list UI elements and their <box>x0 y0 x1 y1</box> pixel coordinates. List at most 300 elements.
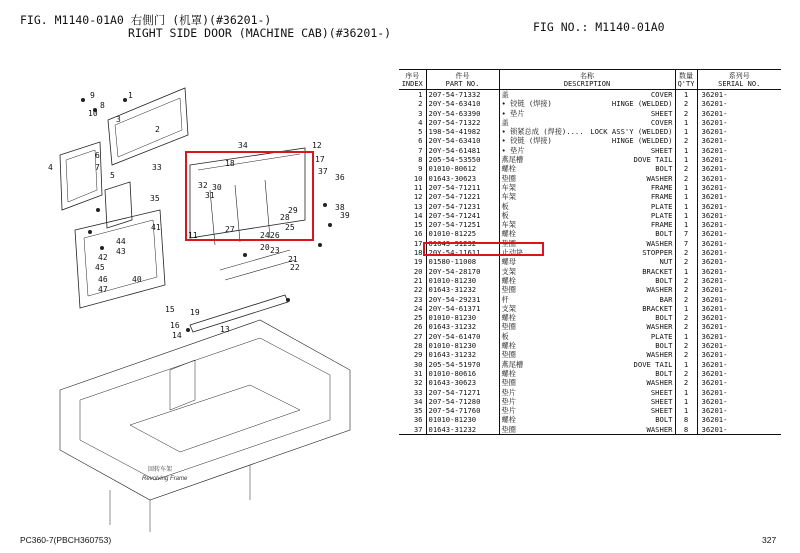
row-qty: 2 <box>675 350 697 359</box>
table-row <box>399 220 781 229</box>
row-index: 37 <box>399 425 426 435</box>
row-qty: 8 <box>675 425 697 435</box>
row-description-en: BRACKET <box>642 303 673 313</box>
row-serial: 36201- <box>701 359 728 369</box>
svg-text:13: 13 <box>220 325 230 334</box>
row-index: 17 <box>399 239 426 248</box>
row-part-no: 01643-30623 <box>426 378 499 387</box>
row-index: 1 <box>399 90 426 100</box>
row-description-cn: • 铰链 (焊接) <box>501 136 552 146</box>
svg-text:24: 24 <box>260 231 270 240</box>
table-row <box>399 109 781 118</box>
row-part-no: 01643-30623 <box>426 174 499 183</box>
frame-label-en: Revolving Frame <box>142 476 188 482</box>
row-serial: 36201- <box>701 248 728 258</box>
row-part-no: 207-54-71241 <box>426 211 499 220</box>
row-index: 11 <box>399 183 426 192</box>
col-qty: 数量 Q'TY <box>675 70 697 90</box>
row-description <box>499 229 675 238</box>
row-description <box>499 183 675 192</box>
row-qty: 1 <box>675 220 697 229</box>
row-description-cn: • 垫片 <box>501 145 525 155</box>
row-index: 25 <box>399 313 426 322</box>
table-row <box>399 369 781 378</box>
svg-text:1: 1 <box>128 91 133 100</box>
table-row <box>399 127 781 136</box>
row-qty: 1 <box>675 332 697 341</box>
row-index: 9 <box>399 164 426 173</box>
row-serial: 36201- <box>701 164 728 174</box>
svg-text:33: 33 <box>152 163 162 172</box>
row-description-cn: 盖 <box>501 90 509 99</box>
row-description-cn: 板 <box>501 201 509 211</box>
row-qty: 2 <box>675 341 697 350</box>
row-description <box>499 109 675 118</box>
row-qty: 1 <box>675 406 697 415</box>
row-description <box>499 174 675 183</box>
row-qty: 1 <box>675 155 697 164</box>
row-serial: 36201- <box>701 117 728 127</box>
row-part-no: 20Y-54-61481 <box>426 146 499 155</box>
row-description <box>499 341 675 350</box>
row-description-en: WASHER <box>646 238 673 248</box>
figure-title <box>20 14 391 40</box>
row-serial: 36201- <box>701 145 728 155</box>
row-qty: 2 <box>675 285 697 294</box>
table-row <box>399 118 781 127</box>
row-index: 26 <box>399 322 426 331</box>
row-part-no: 205-54-51970 <box>426 360 499 369</box>
row-description-cn: 车架 <box>501 192 516 202</box>
row-part-no: 20Y-54-11611 <box>426 248 499 257</box>
row-description <box>499 118 675 127</box>
row-description-cn: 垫圈 <box>501 378 516 388</box>
row-description <box>499 425 675 435</box>
row-part-no: 207-54-71760 <box>426 406 499 415</box>
row-qty: 2 <box>675 109 697 118</box>
table-row <box>399 257 781 266</box>
row-index: 13 <box>399 202 426 211</box>
row-serial: 36201- <box>701 406 728 416</box>
row-index: 35 <box>399 406 426 415</box>
row-serial: 36201- <box>701 201 728 211</box>
row-index: 21 <box>399 276 426 285</box>
row-part-no: 01010-81230 <box>426 415 499 424</box>
table-row <box>399 388 781 397</box>
row-description-cn: 板 <box>501 210 509 220</box>
row-serial: 36201- <box>701 182 728 192</box>
svg-text:7: 7 <box>95 163 100 172</box>
row-description <box>499 360 675 369</box>
row-description-en: BOLT <box>655 341 673 351</box>
svg-text:17: 17 <box>315 155 325 164</box>
row-description-en: WASHER <box>646 322 673 332</box>
table-row <box>399 211 781 220</box>
row-description-en: LOCK ASS'Y (WELDED) <box>590 127 673 137</box>
row-description-cn: 螺栓 <box>501 415 516 425</box>
row-description-cn: 螺栓 <box>501 313 516 323</box>
row-qty: 2 <box>675 257 697 266</box>
row-description-en: SHEET <box>650 406 673 416</box>
table-row <box>399 229 781 238</box>
svg-text:46: 46 <box>98 275 108 284</box>
svg-text:23: 23 <box>270 246 280 255</box>
row-part-no: 205-54-53550 <box>426 155 499 164</box>
row-serial: 36201- <box>697 425 781 435</box>
table-row <box>399 276 781 285</box>
row-description-cn: 螺栓 <box>501 341 516 351</box>
row-qty: 1 <box>675 388 697 397</box>
row-description-en: COVER <box>650 117 673 127</box>
row-index: 14 <box>399 211 426 220</box>
row-description-en: PLATE <box>650 201 673 211</box>
row-qty: 1 <box>675 183 697 192</box>
svg-text:14: 14 <box>172 331 182 340</box>
row-description-en: HINGE (WELDED) <box>611 136 673 146</box>
row-index: 10 <box>399 174 426 183</box>
table-row <box>399 425 781 435</box>
row-description-cn: 垫圈 <box>501 322 516 332</box>
col-serial: 系列号 SERIAL NO. <box>697 70 781 90</box>
table-row <box>399 341 781 350</box>
row-serial: 36201- <box>701 387 728 397</box>
row-index: 12 <box>399 192 426 201</box>
row-description <box>499 248 675 257</box>
table-row <box>399 350 781 359</box>
row-description-en: SHEET <box>650 108 673 118</box>
row-description <box>499 99 675 108</box>
svg-text:12: 12 <box>312 141 322 150</box>
svg-text:41: 41 <box>151 223 161 232</box>
row-qty: 2 <box>675 164 697 173</box>
row-description <box>499 350 675 359</box>
row-description-cn: 螺栓 <box>501 229 516 239</box>
row-description <box>499 127 675 136</box>
table-row <box>399 267 781 276</box>
row-serial: 36201- <box>701 155 728 165</box>
row-description-en: STOPPER <box>642 248 673 258</box>
row-part-no: 20Y-54-63410 <box>426 99 499 108</box>
row-index: 15 <box>399 220 426 229</box>
row-description <box>499 257 675 266</box>
row-part-no: 01010-81230 <box>426 276 499 285</box>
row-description-en: PLATE <box>650 210 673 220</box>
svg-text:36: 36 <box>335 173 345 182</box>
row-description-en: BOLT <box>655 368 673 378</box>
table-row <box>399 248 781 257</box>
row-description <box>499 239 675 248</box>
table-row <box>399 202 781 211</box>
col-description: 名称 DESCRIPTION <box>499 70 675 90</box>
table-row <box>399 378 781 387</box>
row-serial: 36201- <box>701 238 728 248</box>
row-qty: 2 <box>675 276 697 285</box>
row-qty: 2 <box>675 322 697 331</box>
svg-text:6: 6 <box>95 151 100 160</box>
row-part-no: 20Y-54-63410 <box>426 136 499 145</box>
row-description <box>499 378 675 387</box>
svg-text:8: 8 <box>100 101 105 110</box>
row-serial: 36201- <box>701 303 728 313</box>
row-index: 36 <box>399 415 426 424</box>
row-qty: 2 <box>675 174 697 183</box>
table-row <box>399 192 781 201</box>
row-description-cn: 垫片 <box>501 406 516 416</box>
row-description-cn: 垫片 <box>501 396 516 406</box>
row-description-cn: 板 <box>501 331 509 341</box>
svg-text:26: 26 <box>270 231 280 240</box>
row-description <box>499 304 675 313</box>
svg-text:16: 16 <box>170 321 180 330</box>
figure-number: FIG NO.: M1140-01A0 <box>533 20 665 34</box>
row-qty: 1 <box>675 127 697 136</box>
row-index: 30 <box>399 360 426 369</box>
table-row <box>399 415 781 424</box>
row-serial: 36201- <box>701 378 728 388</box>
row-description-cn: 支架 <box>501 266 516 276</box>
row-qty: 1 <box>675 397 697 406</box>
row-index: 16 <box>399 229 426 238</box>
row-part-no: 20Y-54-29231 <box>426 295 499 304</box>
svg-text:22: 22 <box>290 263 300 272</box>
table-row <box>399 155 781 164</box>
row-description <box>499 332 675 341</box>
table-row <box>399 360 781 369</box>
row-serial: 36201- <box>701 294 728 304</box>
svg-text:40: 40 <box>132 275 142 284</box>
table-row <box>399 322 781 331</box>
row-serial: 36201- <box>701 127 728 137</box>
row-part-no: 207-54-71251 <box>426 220 499 229</box>
row-description-en: PLATE <box>650 331 673 341</box>
row-index: 20 <box>399 267 426 276</box>
row-qty: 2 <box>675 99 697 108</box>
col-part-no: 件号 PART NO. <box>426 70 499 90</box>
svg-text:5: 5 <box>110 171 115 180</box>
svg-text:39: 39 <box>340 211 350 220</box>
row-description <box>499 397 675 406</box>
row-part-no: 20Y-54-61371 <box>426 304 499 313</box>
row-serial: 36201- <box>701 396 728 406</box>
row-part-no: 207-54-71332 <box>426 90 499 100</box>
row-description-cn: 螺栓 <box>501 368 516 378</box>
svg-text:3: 3 <box>116 115 121 124</box>
table-row <box>399 332 781 341</box>
row-description-cn: 垫圈 <box>501 424 516 434</box>
row-serial: 36201- <box>701 331 728 341</box>
row-description <box>499 211 675 220</box>
row-description-en: BAR <box>659 294 673 304</box>
row-description <box>499 369 675 378</box>
svg-text:47: 47 <box>98 285 108 294</box>
row-serial: 36201- <box>701 210 728 220</box>
row-description-en: BOLT <box>655 313 673 323</box>
svg-text:43: 43 <box>116 247 126 256</box>
row-description-en: NUT <box>659 257 673 267</box>
row-qty: 2 <box>675 295 697 304</box>
row-description-en: WASHER <box>646 173 673 183</box>
row-qty: 1 <box>675 360 697 369</box>
row-serial: 36201- <box>701 368 728 378</box>
row-description-en: BRACKET <box>642 266 673 276</box>
row-serial: 36201- <box>701 266 728 276</box>
row-description-cn: • 铰链 (焊接) <box>501 99 552 109</box>
svg-text:45: 45 <box>95 263 105 272</box>
row-index: 8 <box>399 155 426 164</box>
row-qty: 1 <box>675 267 697 276</box>
table-row <box>399 99 781 108</box>
row-serial: 36201- <box>701 173 728 183</box>
row-description-cn: 垫片 <box>501 387 516 397</box>
svg-text:30: 30 <box>212 183 222 192</box>
row-description <box>499 406 675 415</box>
row-description <box>499 136 675 145</box>
row-description <box>499 415 675 424</box>
row-qty: 2 <box>675 248 697 257</box>
row-index: 2 <box>399 99 426 108</box>
svg-text:31: 31 <box>205 191 215 200</box>
row-serial: 36201- <box>701 99 728 109</box>
table-row <box>399 90 781 100</box>
exploded-view-diagram <box>20 70 380 540</box>
row-index: 31 <box>399 369 426 378</box>
row-description-cn: 燕尾槽 <box>501 359 524 369</box>
row-description <box>499 285 675 294</box>
row-description-en: SHEET <box>650 145 673 155</box>
row-index: 33 <box>399 388 426 397</box>
row-description-cn: 螺栓 <box>501 275 516 285</box>
parts-table <box>399 69 781 435</box>
row-index: 5 <box>399 127 426 136</box>
row-qty: 1 <box>675 118 697 127</box>
svg-text:20: 20 <box>260 243 270 252</box>
table-row <box>399 164 781 173</box>
row-index: 24 <box>399 304 426 313</box>
svg-text:15: 15 <box>165 305 175 314</box>
row-serial: 36201- <box>701 341 728 351</box>
row-index: 29 <box>399 350 426 359</box>
table-header-row <box>399 70 781 90</box>
row-serial: 36201- <box>701 275 728 285</box>
row-description-en: DOVE TAIL <box>633 155 673 165</box>
row-part-no: 207-54-71322 <box>426 118 499 127</box>
row-qty: 1 <box>675 192 697 201</box>
svg-text:19: 19 <box>190 308 200 317</box>
table-row <box>399 136 781 145</box>
row-qty: 1 <box>675 304 697 313</box>
svg-text:10: 10 <box>88 109 98 118</box>
row-description <box>499 267 675 276</box>
row-part-no: 01010-80616 <box>426 369 499 378</box>
row-description-cn: 杆 <box>501 294 509 304</box>
svg-text:42: 42 <box>98 253 108 262</box>
row-serial: 36201- <box>701 192 728 202</box>
row-index: 19 <box>399 257 426 266</box>
row-description-en: WASHER <box>646 285 673 295</box>
row-index: 23 <box>399 295 426 304</box>
row-qty: 1 <box>675 211 697 220</box>
row-part-no: 01580-11008 <box>426 257 499 266</box>
row-part-no: 207-54-71280 <box>426 397 499 406</box>
row-part-no: 01010-81230 <box>426 313 499 322</box>
row-description-cn: 垫圈 <box>501 173 516 183</box>
row-description-en: BOLT <box>655 164 673 174</box>
svg-text:18: 18 <box>225 159 235 168</box>
row-description-cn: 垫圈 <box>501 238 516 248</box>
svg-text:35: 35 <box>150 194 160 203</box>
row-part-no: 198-54-41982 <box>426 127 499 136</box>
row-part-no: 01643-31232 <box>426 322 499 331</box>
row-description-cn: 车架 <box>501 220 516 230</box>
table-row <box>399 304 781 313</box>
row-index: 22 <box>399 285 426 294</box>
svg-text:27: 27 <box>225 225 235 234</box>
row-description-cn: 螺母 <box>501 257 516 267</box>
row-index: 3 <box>399 109 426 118</box>
row-description <box>499 295 675 304</box>
page-number: 327 <box>762 535 777 545</box>
row-description-cn: 垫圈 <box>501 285 516 295</box>
row-index: 34 <box>399 397 426 406</box>
row-description-en: DOVE TAIL <box>633 359 673 369</box>
row-description-en: FRAME <box>650 182 673 192</box>
row-part-no: 207-54-71221 <box>426 192 499 201</box>
row-index: 7 <box>399 146 426 155</box>
table-row <box>399 146 781 155</box>
row-description-en: BOLT <box>655 275 673 285</box>
row-description-en: WASHER <box>646 378 673 388</box>
row-description-en: HINGE (WELDED) <box>611 99 673 109</box>
row-index: 27 <box>399 332 426 341</box>
svg-text:34: 34 <box>238 141 248 150</box>
row-description-en: COVER <box>650 90 673 99</box>
svg-text:21: 21 <box>288 255 298 264</box>
row-description-en: SHEET <box>650 396 673 406</box>
row-description-cn: • 垫片 <box>501 108 525 118</box>
row-serial: 36201- <box>701 136 728 146</box>
row-qty: 7 <box>675 239 697 248</box>
row-index: 32 <box>399 378 426 387</box>
row-description <box>499 155 675 164</box>
col-index: 序号 INDEX <box>399 70 426 90</box>
row-part-no: 20Y-54-61470 <box>426 332 499 341</box>
row-serial: 36201- <box>701 313 728 323</box>
row-serial: 36201- <box>701 350 728 360</box>
row-serial: 36201- <box>701 229 728 239</box>
figure-title-line1: FIG. M1140-01A0 右側门 (机罩)(#36201-) <box>20 13 272 27</box>
row-serial: 36201- <box>701 257 728 267</box>
row-part-no: 207-54-71271 <box>426 388 499 397</box>
row-qty: 7 <box>675 229 697 238</box>
row-description <box>499 388 675 397</box>
svg-text:29: 29 <box>288 206 298 215</box>
row-qty: 2 <box>675 369 697 378</box>
row-index: 18 <box>399 248 426 257</box>
row-description <box>499 322 675 331</box>
row-part-no: 01010-81225 <box>426 229 499 238</box>
row-description <box>499 192 675 201</box>
row-part-no: 01010-80612 <box>426 164 499 173</box>
row-description-cn: 盖 <box>501 117 509 127</box>
row-description-cn: • 锁紧总成 (焊接).... <box>501 127 584 137</box>
table-row <box>399 313 781 322</box>
frame-label-cn: 回转车架 <box>148 467 173 473</box>
table-row <box>399 174 781 183</box>
table-row <box>399 239 781 248</box>
svg-text:38: 38 <box>335 203 345 212</box>
model-footer: PC360-7(PBCH360753) <box>20 535 112 545</box>
row-description-cn: 支架 <box>501 303 516 313</box>
